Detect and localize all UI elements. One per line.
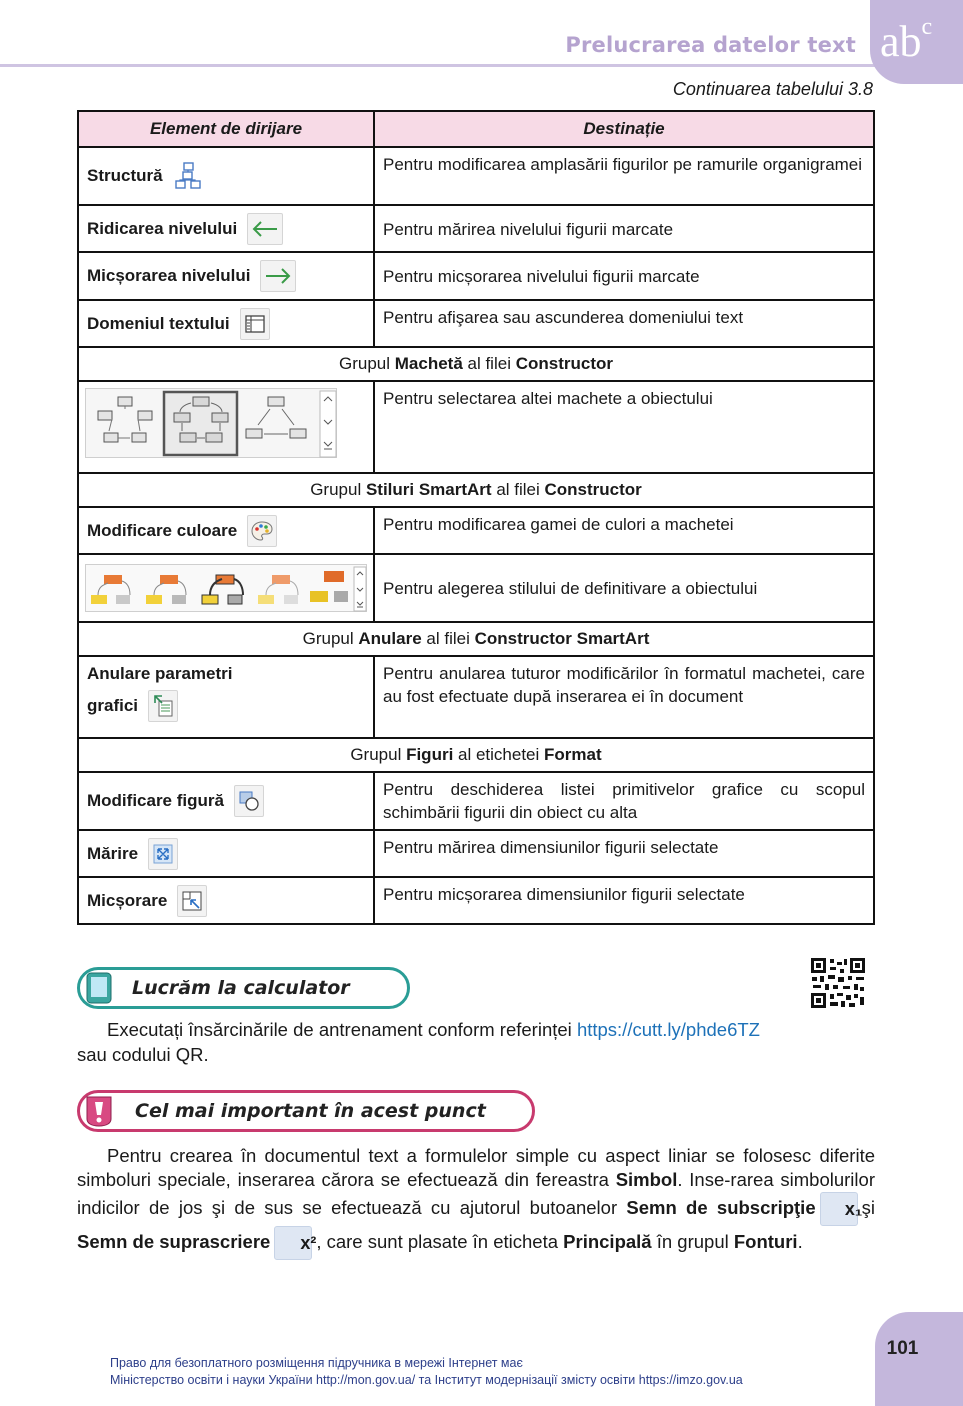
description-cell: Pentru deschiderea listei primitivelor grafice cu scopul schimbării figurii din obiect cu alta <box>374 772 874 830</box>
enlarge-icon <box>148 838 178 870</box>
footer-line-2: Міністерство освіти і науки України http://mon.gov.ua/ та Інститут модернізації змісту освіти https://imzo.gov.ua <box>110 1373 743 1387</box>
superscript-button-icon: x² <box>274 1226 312 1260</box>
description-cell: Pentru mărirea nivelului figurii marcate <box>374 205 874 252</box>
shrink-icon <box>177 885 207 917</box>
section-lucram-la-calculator <box>77 967 410 1009</box>
training-link[interactable]: https://cutt.ly/phde6TZ <box>576 1019 760 1040</box>
section-cel-mai-important <box>77 1090 535 1132</box>
table-row <box>78 830 874 877</box>
element-label: Ridicarea nivelului <box>87 218 238 238</box>
footer-line-1: Право для безоплатного розміщення підручника в мережі Інтернет має <box>110 1356 523 1370</box>
description-cell: Pentru alegerea stilului de definitivare a obiectului <box>374 554 874 622</box>
table-row <box>78 381 874 473</box>
element-label: Micșorarea nivelului <box>87 266 251 285</box>
description-cell: Pentru anularea tuturor modificărilor în formatul machetei, care au fost efectuate după inserarea ei în document <box>374 656 874 738</box>
header-rule <box>0 64 880 67</box>
group-label: Grupul Anulare al filei Constructor SmartArt <box>78 622 874 656</box>
element-label: Mărire <box>87 843 139 863</box>
abc-logo: $ab^c$ <box>880 14 933 66</box>
section1-paragraph-cont: sau codului QR. <box>77 1044 209 1065</box>
table-row <box>78 507 874 554</box>
arrow-left-icon <box>247 213 283 245</box>
table-row <box>78 772 874 830</box>
page-number: 101 <box>886 1338 919 1359</box>
column-header-destination: Destinație <box>374 111 874 147</box>
table-row <box>78 656 874 738</box>
group-row <box>78 347 874 381</box>
table-row <box>78 205 874 252</box>
table-row <box>78 252 874 300</box>
palette-icon <box>247 515 277 547</box>
reset-graphic-icon <box>148 690 178 722</box>
section-title: Lucrăm la calculator <box>132 977 350 999</box>
element-label: Domeniul textului <box>87 313 230 333</box>
description-cell: Pentru micșorarea nivelului figurii marcate <box>374 252 874 300</box>
element-label: Structură <box>87 166 163 185</box>
table-continuation-caption: Continuarea tabelului 3.8 <box>672 79 873 99</box>
element-label: Modificare culoare <box>87 520 238 540</box>
description-cell: Pentru afişarea sau ascunderea domeniului text <box>374 300 874 347</box>
element-label-cont: grafici <box>87 696 139 715</box>
section1-paragraph: Executați însărcinările de antrenament conform referinței https://cutt.ly/phde6TZ <box>107 1019 760 1040</box>
section-title: Cel mai important în acest punct <box>135 1100 486 1122</box>
element-label: Modificare figură <box>87 791 224 810</box>
description-cell: Pentru selectarea altei machete a obiectului <box>374 381 874 473</box>
controls-table <box>77 110 875 925</box>
table-row <box>78 877 874 924</box>
subscript-button-icon: x₁ <box>820 1192 858 1226</box>
group-row <box>78 738 874 772</box>
element-label: Anulare parametri <box>87 664 233 683</box>
group-row <box>78 473 874 507</box>
column-header-element: Element de dirijare <box>78 111 374 147</box>
arrow-right-icon <box>260 260 296 292</box>
layout-gallery-image <box>85 388 337 458</box>
computer-icon <box>84 971 116 1005</box>
table-row <box>78 554 874 622</box>
description-cell: Pentru micșorarea dimensiunilor figurii selectate <box>374 877 874 924</box>
group-row <box>78 622 874 656</box>
description-cell: Pentru modificarea amplasării figurilor pe ramurile organigramei <box>374 147 874 205</box>
qr-code-icon <box>810 957 866 1009</box>
section2-paragraph: Pentru crearea în documentul text a formulelor simple cu aspect liniar se folosesc diferite simboluri speciale, inserarea cărora se efectuează din fereastra Simbol. Inse-rarea simbolurilor indicilor de jos şi de sus se efectuează cu ajutorul butoanelor Semn de subscripţie x₁ şi Semn de suprascriere x² , care sunt plasate în eticheta Principală în grupul Fonturi. <box>77 1144 875 1260</box>
table-row <box>78 300 874 347</box>
description-cell: Pentru mărirea dimensiunilor figurii selectate <box>374 830 874 877</box>
org-chart-icon <box>173 160 203 192</box>
page-header-title: Prelucrarea datelor text <box>565 33 856 57</box>
group-label: Grupul Machetă al filei Constructor <box>78 347 874 381</box>
change-shape-icon <box>234 785 264 817</box>
style-gallery-image <box>85 564 367 612</box>
important-icon <box>83 1093 115 1129</box>
group-label: Grupul Figuri al etichetei Format <box>78 738 874 772</box>
table-header-row <box>78 111 874 147</box>
table-row <box>78 147 874 205</box>
element-label: Micșorare <box>87 890 168 910</box>
group-label: Grupul Stiluri SmartArt al filei Constructor <box>78 473 874 507</box>
text-pane-icon <box>240 308 270 340</box>
description-cell: Pentru modificarea gamei de culori a machetei <box>374 507 874 554</box>
